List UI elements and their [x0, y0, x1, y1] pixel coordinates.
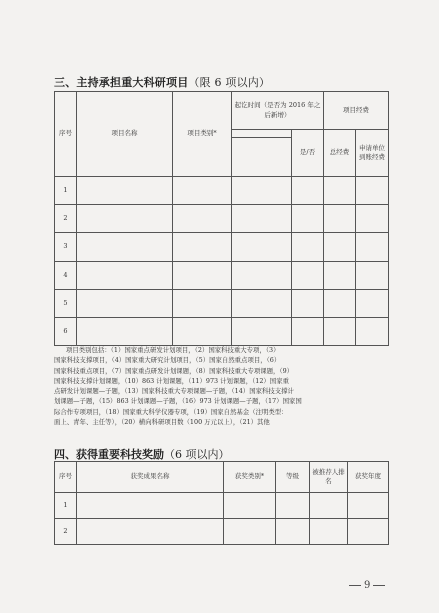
page-number: 9	[364, 580, 371, 591]
header-seq: 序号	[55, 92, 77, 177]
period-sub-blank	[232, 130, 292, 138]
header-project-category: 项目类别*	[173, 92, 232, 177]
row-number: 4	[55, 262, 77, 290]
award-header-level: 等级	[276, 462, 310, 493]
note-line: 国家科技支撑项目，（4）国家重大研究计划项目，（5）国家自然重点项目，（6）	[54, 356, 281, 365]
row-number: 5	[55, 290, 77, 318]
note-line: 面上、青年、主任等），（20）横向科研项目数（100 万元以上），（21）其他	[54, 418, 270, 427]
note-line: 划课题—子题，（15）863 计划课题—子题，（16）973 计划课题—子题，（17）国家国	[54, 397, 302, 406]
note-line: 项目类别包括：（1）国家重点研发计划项目，（2）国家科技重大专项，（3）	[66, 346, 280, 354]
table-row	[55, 290, 389, 318]
table-row	[55, 205, 389, 233]
award-header-name: 获奖成果名称	[77, 462, 224, 493]
table-row	[55, 233, 389, 262]
note-line: 国家科技支撑计划课题，（10）863 计划课题，（11）973 计划课题，（12）国家重	[54, 376, 289, 385]
table-row	[55, 519, 389, 545]
award-header-year: 获奖年度	[348, 462, 389, 493]
row-number: 1	[55, 177, 77, 205]
award-header-category: 获奖类别*	[224, 462, 276, 493]
row-number: 1	[55, 493, 77, 519]
header-arrived-funding: 申请单位到账经费	[356, 130, 389, 177]
awards-table	[54, 461, 389, 545]
row-number: 2	[55, 519, 77, 545]
header-period: 起讫时间（是否为 2016 年之后新增）	[232, 92, 324, 130]
category-notes	[54, 345, 388, 427]
header-yesno: 是/否	[292, 130, 324, 177]
table-row	[55, 177, 389, 205]
header-total-funding: 总经费	[324, 130, 356, 177]
table-row	[55, 262, 389, 290]
section4-title: 四、获得重要科技奖励	[54, 448, 164, 461]
section4-heading	[54, 446, 230, 462]
row-number: 3	[55, 233, 77, 262]
table-row	[55, 318, 389, 346]
page-footer	[346, 580, 388, 591]
period-time-cell	[232, 138, 292, 177]
section3-title: 三、主持承担重大科研项目	[54, 76, 189, 89]
section3-note: （限 6 项以内）	[188, 76, 271, 89]
header-project-name: 项目名称	[77, 92, 173, 177]
section3-heading	[54, 74, 270, 90]
row-number: 6	[55, 318, 77, 346]
section4-note: （6 项以内）	[164, 448, 230, 461]
header-funding: 项目经费	[324, 92, 389, 130]
table-row	[55, 493, 389, 519]
note-line: 国家科技重点项目，（7）国家重点研发计划课题，（8）国家科技重大专项课题，（9）	[54, 366, 294, 375]
note-line: 际合作专项项目，（18）国家重大科学仪器专项，（19）国家自然基金（注明类型：	[54, 407, 288, 416]
note-line: 点研发计划课题—子题，（13）国家科技重大专项课题—子题，（14）国家科技支撑计	[54, 387, 294, 396]
award-header-rank: 被推荐人排名	[310, 462, 348, 493]
award-header-seq: 序号	[55, 462, 77, 493]
research-projects-table	[54, 91, 389, 346]
row-number: 2	[55, 205, 77, 233]
